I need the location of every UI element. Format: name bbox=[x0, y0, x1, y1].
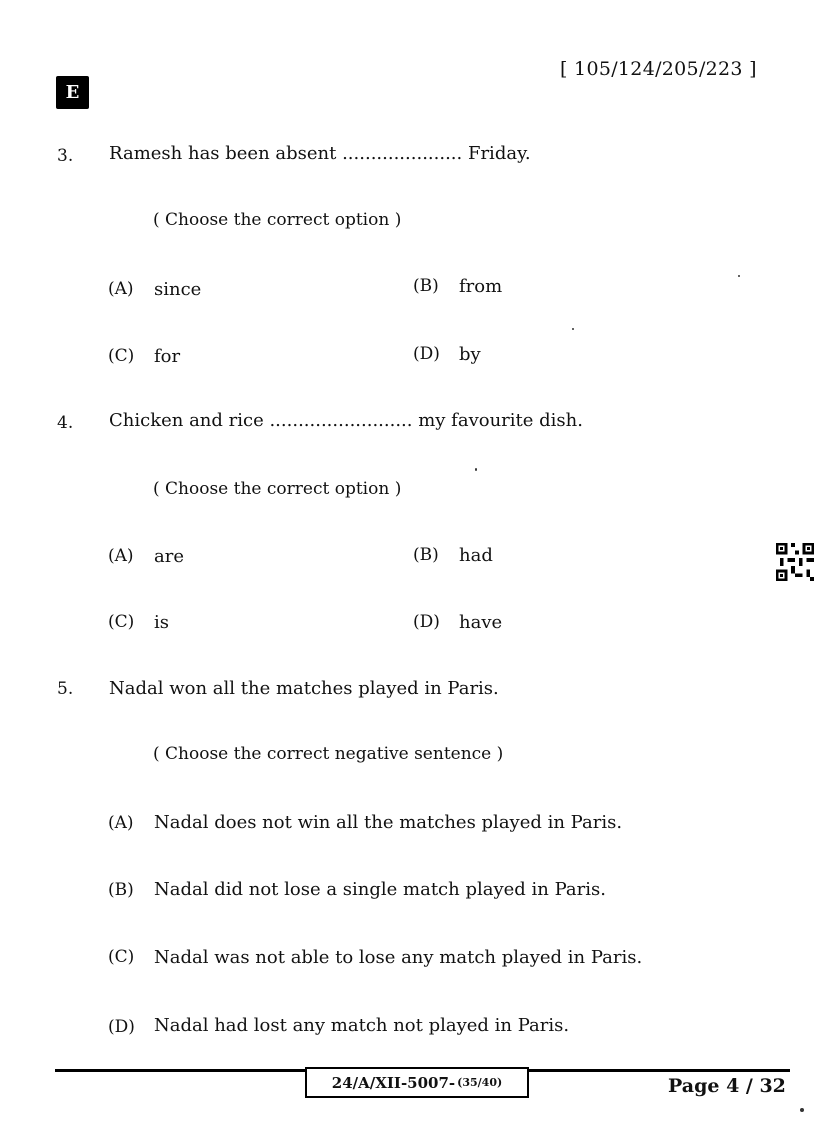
question-text: Nadal won all the matches played in Paris. bbox=[109, 678, 499, 699]
footer-code: 24/A/XII-5007- bbox=[331, 1073, 456, 1092]
option-text: Nadal does not win all the matches played in Paris. bbox=[154, 812, 623, 833]
option-letter: (A) bbox=[108, 546, 134, 566]
option-text: from bbox=[459, 276, 503, 297]
section-badge: E bbox=[56, 76, 89, 109]
option-letter: (C) bbox=[108, 612, 135, 632]
footer-code-box bbox=[305, 1067, 529, 1098]
scan-speck bbox=[800, 1108, 804, 1112]
question-number: 5. bbox=[57, 679, 74, 699]
option-text: have bbox=[459, 612, 503, 633]
question-text: Chicken and rice ......................... my favourite dish. bbox=[109, 410, 583, 431]
option-letter: (B) bbox=[108, 880, 134, 900]
option-text: is bbox=[154, 612, 169, 633]
option-text: are bbox=[154, 546, 184, 567]
scan-speck bbox=[475, 468, 477, 471]
scan-speck bbox=[738, 275, 740, 277]
option-letter: (D) bbox=[413, 344, 440, 364]
question-instruction: ( Choose the correct option ) bbox=[153, 210, 402, 230]
question-instruction: ( Choose the correct option ) bbox=[153, 479, 402, 499]
option-letter: (B) bbox=[413, 276, 439, 296]
option-text: by bbox=[459, 344, 481, 365]
footer-code-suffix: (35/40) bbox=[457, 1076, 503, 1089]
scan-speck bbox=[572, 328, 574, 330]
question-number: 4. bbox=[57, 413, 74, 433]
option-text: Nadal was not able to lose any match played in Paris. bbox=[154, 947, 643, 968]
option-letter: (C) bbox=[108, 346, 135, 366]
option-letter: (B) bbox=[413, 545, 439, 565]
paper-code: [ 105/124/205/223 ] bbox=[560, 58, 757, 80]
option-letter: (D) bbox=[413, 612, 440, 632]
option-letter: (C) bbox=[108, 947, 135, 967]
option-text: Nadal did not lose a single match played in Paris. bbox=[154, 879, 606, 900]
page-number: Page 4 / 32 bbox=[668, 1075, 786, 1097]
option-letter: (D) bbox=[108, 1017, 135, 1037]
option-text: for bbox=[154, 346, 181, 367]
question-number: 3. bbox=[57, 146, 74, 166]
option-text: Nadal had lost any match not played in Paris. bbox=[154, 1015, 570, 1036]
question-instruction: ( Choose the correct negative sentence ) bbox=[153, 744, 504, 764]
option-text: had bbox=[459, 545, 493, 566]
option-text: since bbox=[154, 279, 202, 300]
question-text: Ramesh has been absent ..................... Friday. bbox=[109, 143, 531, 164]
option-letter: (A) bbox=[108, 279, 134, 299]
qr-code-icon bbox=[776, 543, 814, 581]
option-letter: (A) bbox=[108, 813, 134, 833]
